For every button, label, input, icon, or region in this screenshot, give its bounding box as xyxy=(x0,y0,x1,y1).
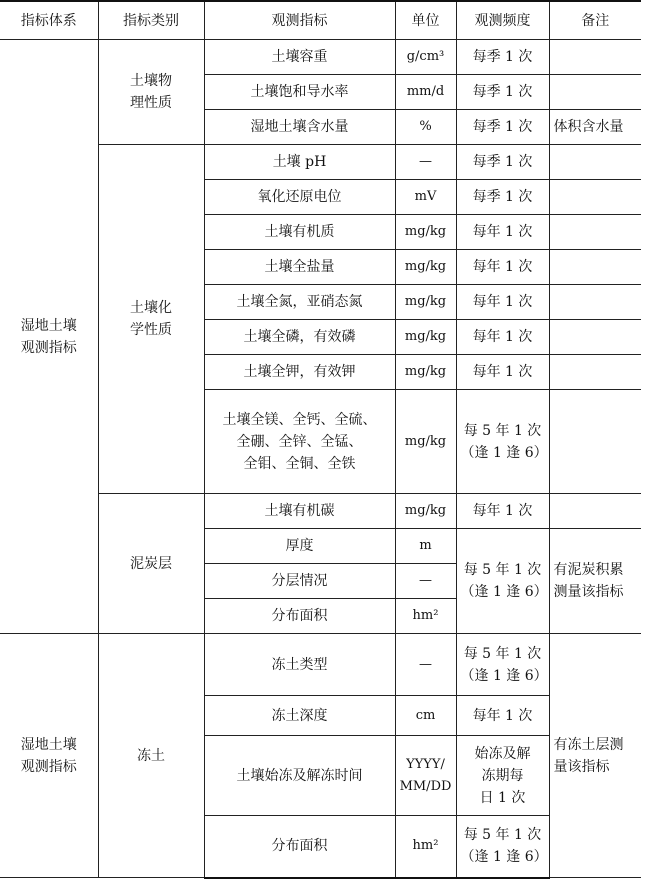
unit-cell: — xyxy=(395,145,456,180)
remark-cell xyxy=(549,40,641,75)
remark-cell: 有冻土层测 量该指标 xyxy=(549,634,641,878)
indicator-cell: 土壤容重 xyxy=(204,40,395,75)
indicator-cell: 土壤全钾，有效钾 xyxy=(204,355,395,390)
unit-cell: mV xyxy=(395,180,456,215)
unit-cell: g/cm³ xyxy=(395,40,456,75)
unit-cell: — xyxy=(395,634,456,696)
frequency-cell: 每 5 年 1 次 （逢 1 逢 6） xyxy=(456,816,549,878)
header-system: 指标体系 xyxy=(0,1,98,40)
header-remark: 备注 xyxy=(549,1,641,40)
system-cell-frozen-soil: 湿地土壤 观测指标 xyxy=(0,634,98,878)
frequency-cell: 每年 1 次 xyxy=(456,494,549,529)
remark-cell xyxy=(549,355,641,390)
remark-cell: 体积含水量 xyxy=(549,110,641,145)
remark-cell xyxy=(549,320,641,355)
frequency-cell: 每季 1 次 xyxy=(456,145,549,180)
indicator-cell: 土壤有机质 xyxy=(204,215,395,250)
indicator-cell: 氧化还原电位 xyxy=(204,180,395,215)
frequency-cell: 始冻及解 冻期每 日 1 次 xyxy=(456,736,549,816)
indicator-cell: 冻土深度 xyxy=(204,696,395,736)
table-header-row xyxy=(0,1,641,40)
unit-cell: mm/d xyxy=(395,75,456,110)
indicator-cell: 土壤饱和导水率 xyxy=(204,75,395,110)
indicator-cell: 湿地土壤含水量 xyxy=(204,110,395,145)
frequency-cell: 每 5 年 1 次 （逢 1 逢 6） xyxy=(456,390,549,494)
header-indicator: 观测指标 xyxy=(204,1,395,40)
remark-cell: 有泥炭积累 测量该指标 xyxy=(549,529,641,634)
category-cell-chemical: 土壤化 学性质 xyxy=(98,145,204,494)
frequency-cell: 每年 1 次 xyxy=(456,215,549,250)
frequency-cell: 每年 1 次 xyxy=(456,285,549,320)
unit-cell: hm² xyxy=(395,599,456,634)
remark-cell xyxy=(549,180,641,215)
header-unit: 单位 xyxy=(395,1,456,40)
unit-cell: — xyxy=(395,564,456,599)
remark-cell xyxy=(549,494,641,529)
indicator-cell: 土壤全氮，亚硝态氮 xyxy=(204,285,395,320)
category-cell-peat: 泥炭层 xyxy=(98,494,204,634)
category-cell-frozen: 冻土 xyxy=(98,634,204,878)
system-cell-wetland-soil: 湿地土壤 观测指标 xyxy=(0,40,98,634)
remark-cell xyxy=(549,145,641,180)
frequency-cell: 每季 1 次 xyxy=(456,75,549,110)
unit-cell: mg/kg xyxy=(395,320,456,355)
remark-cell xyxy=(549,215,641,250)
frequency-cell: 每年 1 次 xyxy=(456,355,549,390)
unit-cell: mg/kg xyxy=(395,355,456,390)
table-row xyxy=(0,634,641,696)
indicator-cell: 土壤全磷，有效磷 xyxy=(204,320,395,355)
unit-cell: hm² xyxy=(395,816,456,878)
unit-cell: mg/kg xyxy=(395,494,456,529)
remark-cell xyxy=(549,285,641,320)
indicator-cell: 土壤全盐量 xyxy=(204,250,395,285)
frequency-cell: 每 5 年 1 次 （逢 1 逢 6） xyxy=(456,634,549,696)
indicator-cell: 厚度 xyxy=(204,529,395,564)
frequency-cell: 每年 1 次 xyxy=(456,696,549,736)
indicator-cell: 土壤有机碳 xyxy=(204,494,395,529)
frequency-cell: 每 5 年 1 次 （逢 1 逢 6） xyxy=(456,529,549,634)
frequency-cell: 每年 1 次 xyxy=(456,320,549,355)
indicator-cell: 土壤始冻及解冻时间 xyxy=(204,736,395,816)
remark-cell xyxy=(549,390,641,494)
frequency-cell: 每季 1 次 xyxy=(456,40,549,75)
table-row xyxy=(0,40,641,75)
indicator-cell: 土壤 pH xyxy=(204,145,395,180)
unit-cell: YYYY/ MM/DD xyxy=(395,736,456,816)
unit-cell: cm xyxy=(395,696,456,736)
header-category: 指标类别 xyxy=(98,1,204,40)
indicator-cell: 分布面积 xyxy=(204,599,395,634)
category-cell-physical: 土壤物 理性质 xyxy=(98,40,204,145)
unit-cell: % xyxy=(395,110,456,145)
unit-cell: m xyxy=(395,529,456,564)
indicator-cell: 分布面积 xyxy=(204,816,395,878)
unit-cell: mg/kg xyxy=(395,250,456,285)
indicator-cell: 冻土类型 xyxy=(204,634,395,696)
frequency-cell: 每季 1 次 xyxy=(456,180,549,215)
frequency-cell: 每年 1 次 xyxy=(456,250,549,285)
remark-cell xyxy=(549,75,641,110)
remark-cell xyxy=(549,250,641,285)
header-frequency: 观测频度 xyxy=(456,1,549,40)
indicator-cell: 分层情况 xyxy=(204,564,395,599)
indicator-cell: 土壤全镁、全钙、全硫、 全硼、全锌、全锰、 全钼、全铜、全铁 xyxy=(204,390,395,494)
unit-cell: mg/kg xyxy=(395,390,456,494)
unit-cell: mg/kg xyxy=(395,215,456,250)
frequency-cell: 每季 1 次 xyxy=(456,110,549,145)
unit-cell: mg/kg xyxy=(395,285,456,320)
